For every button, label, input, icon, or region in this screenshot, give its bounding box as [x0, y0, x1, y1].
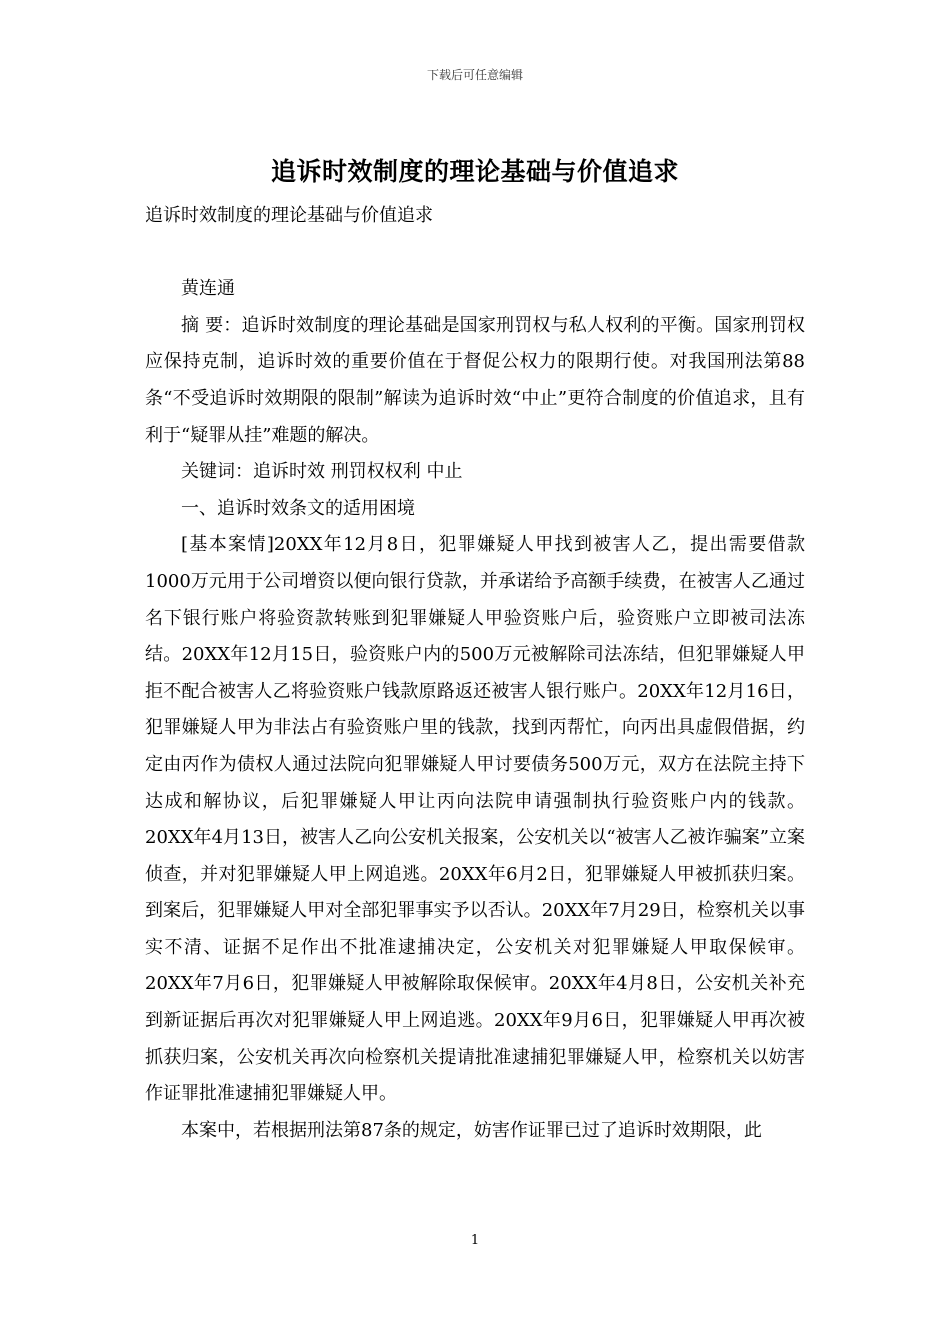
- document-title: 追诉时效制度的理论基础与价值追求: [270, 157, 679, 186]
- keywords-line: 关键词：追诉时效 刑罚权权利 中止: [181, 461, 463, 483]
- document-subtitle: 追诉时效制度的理论基础与价值追求: [145, 205, 433, 226]
- document-body: [145, 198, 805, 1149]
- author-name: 黄连通: [181, 278, 235, 300]
- section-heading: 一、追诉时效条文的适用困境: [181, 497, 415, 519]
- abstract-paragraph: 摘 要：追诉时效制度的理论基础是国家刑罚权与私人权利的平衡。国家刑罚权应保持克制，追诉时效的重要价值在于督促公权力的限期行使。对我国刑法第88条“不受追诉时效期限的限制”解读为追诉时效“中止”更符合制度的价值追求，且有利于“疑罪从挂”难题的解决。: [145, 314, 805, 446]
- analysis-paragraph: 本案中，若根据刑法第87条的规定，妨害作证罪已过了追诉时效期限，此: [181, 1119, 762, 1141]
- blank-line: [145, 235, 805, 272]
- case-paragraph: [基本案情]20XX年12月8日，犯罪嫌疑人甲找到被害人乙，提出需要借款1000万元用于公司增资以便向银行贷款，并承诺给予高额手续费，在被害人乙通过名下银行账户将验资款转账到犯罪嫌疑人甲验资账户后，验资账户立即被司法冻结。20XX年12月15日，验资账户内的500万元被解除司法冻结，但犯罪嫌疑人甲拒不配合被害人乙将验资账户钱款原路返还被害人银行账户。20XX年12月16日，犯罪嫌疑人甲为非法占有验资账户里的钱款，找到丙帮忙，向丙出具虚假借据，约定由丙作为债权人通过法院向犯罪嫌疑人甲讨要债务500万元，双方在法院主持下达成和解协议，后犯罪嫌疑人甲让丙向法院申请强制执行验资账户内的钱款。20XX年4月13日，被害人乙向公安机关报案，公安机关以“被害人乙被诈骗案”立案侦查，并对犯罪嫌疑人甲上网追逃。20XX年6月2日，犯罪嫌疑人甲被抓获归案。到案后，犯罪嫌疑人甲对全部犯罪事实予以否认。20XX年7月29日，检察机关以事实不清、证据不足作出不批准逮捕决定，公安机关对犯罪嫌疑人甲取保候审。20XX年7月6日，犯罪嫌疑人甲被解除取保候审。20XX年4月8日，公安机关补充到新证据后再次对犯罪嫌疑人甲上网追逃。20XX年9月6日，犯罪嫌疑人甲再次被抓获归案，公安机关再次向检察机关提请批准逮捕犯罪嫌疑人甲，检察机关以妨害作证罪批准逮捕犯罪嫌疑人甲。: [145, 534, 805, 1105]
- header-note: 下载后可任意编辑: [426, 68, 523, 82]
- page-number: 1: [470, 1233, 480, 1248]
